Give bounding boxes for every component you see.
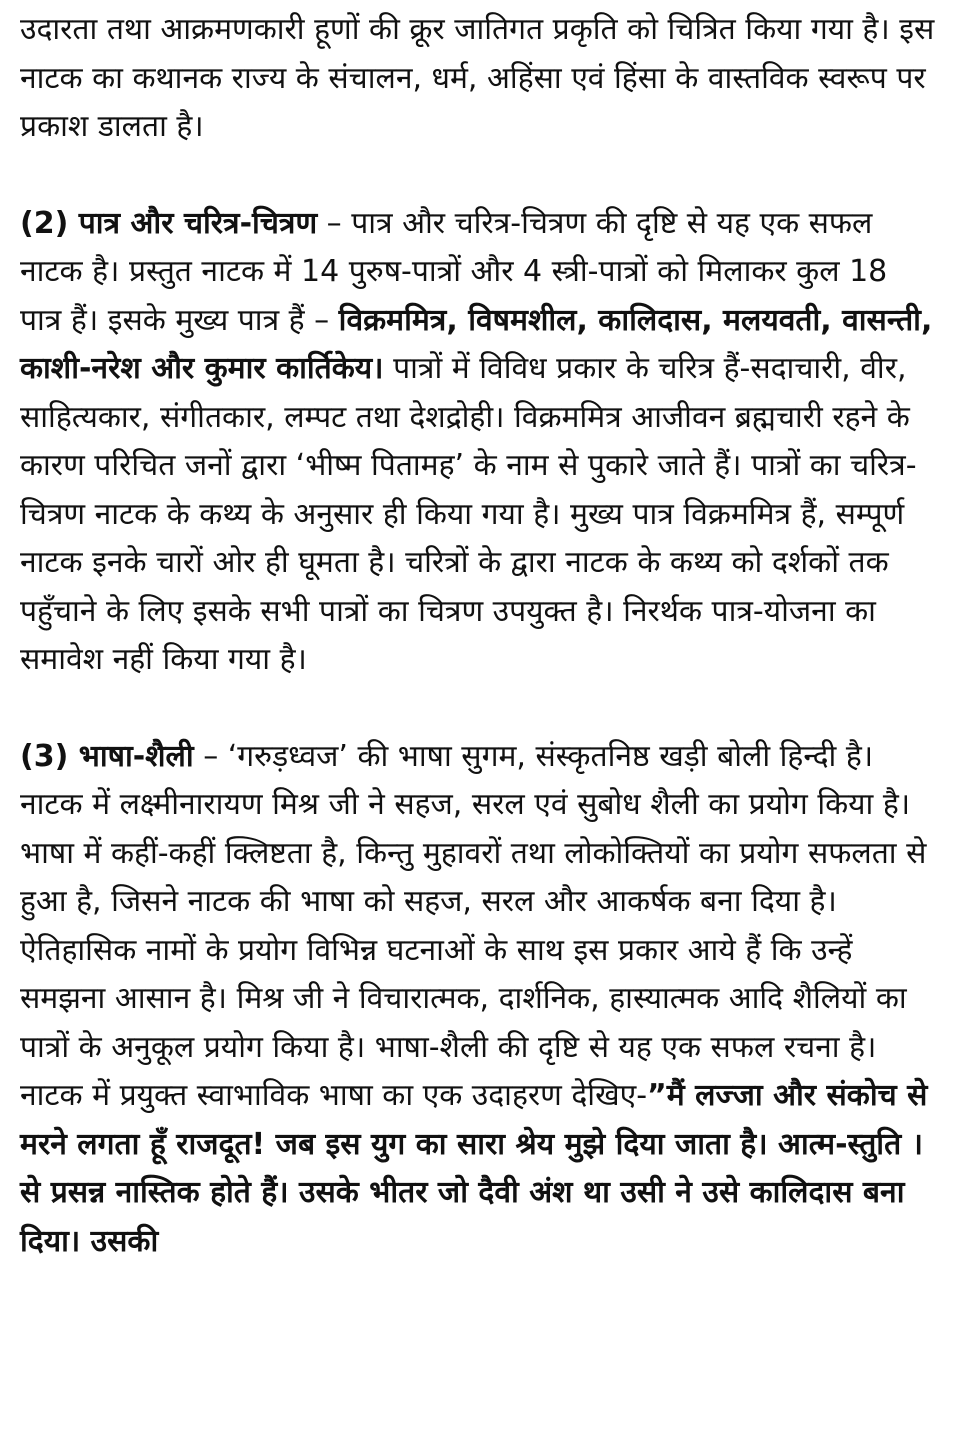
paragraph-spacer [20, 152, 938, 200]
paragraph-characters [20, 200, 938, 685]
characters-body-text: पात्रों में विविध प्रकार के चरित्र हैं-सदाचारी, वीर, साहित्यकार, संगीतकार, लम्पट तथा देशद्रोही। विक्रममित्र आजीवन ब्रह्मचारी रहने के कारण परिचित जनों द्वारा ‘भीष्म पितामह’ के नाम से पुकारे जाते हैं। पात्रों का चरित्र-चित्रण नाटक के कथ्य के अनुसार ही किया गया है। मुख्य पात्र विक्रममित्र हैं, सम्पूर्ण नाटक इनके चारों ओर ही घूमता है। चरित्रों के द्वारा नाटक के कथ्य को दर्शकों तक पहुँचाने के लिए इसके सभी पात्रों का चित्रण उपयुक्त है। निरर्थक पात्र-योजना का समावेश नहीं किया गया है। [20, 351, 917, 677]
section-heading-language: (3) भाषा-शैली [20, 738, 194, 774]
language-body-text: – ‘गरुड़ध्वज’ की भाषा सुगम, संस्कृतनिष्ठ खड़ी बोली हिन्दी है। नाटक में लक्ष्मीनारायण मिश्र जी ने सहज, सरल एवं सुबोध शैली का प्रयोग किया है। भाषा में कहीं-कहीं क्लिष्टता है, किन्तु मुहावरों तथा लोकोक्तियों का प्रयोग सफलता से हुआ है, जिसने नाटक की भाषा को सहज, सरल और आकर्षक बना दिया है। ऐतिहासिक नामों के प्रयोग विभिन्न घटनाओं के साथ इस प्रकार आये हैं कि उन्हें समझना आसान है। मिश्र जी ने विचारात्मक, दार्शनिक, हास्यात्मक आदि शैलियों का पात्रों के अनुकूल प्रयोग किया है। भाषा-शैली की दृष्टि से यह एक सफल रचना है। नाटक में प्रयुक्त स्वाभाविक भाषा का एक उदाहरण देखिए- [20, 738, 927, 1113]
paragraph-language-style [20, 733, 938, 1267]
example-quote: ”मैं लज्जा और संकोच से मरने लगता हूँ राजदूत! जब इस युग का सारा श्रेय मुझे दिया जाता है। आत्म-स्तुति । से प्रसन्न नास्तिक होते हैं। उसके भीतर जो दैवी अंश था उसी ने उसे कालिदास बना दिया। उसकी [20, 1078, 928, 1259]
document-page [20, 6, 938, 1266]
main-characters-list: विक्रममित्र, विषमशील, कालिदास, मलयवती, वासन्ती, काशी-नरेश और कुमार कार्तिकेय। [20, 302, 933, 386]
paragraph-plot-summary [20, 6, 938, 152]
section-heading-characters: (2) पात्र और चरित्र-चित्रण [20, 205, 318, 241]
paragraph-plot-text: उदारता तथा आक्रमणकारी हूणों की क्रूर जातिगत प्रकृति को चित्रित किया गया है। इस नाटक का कथानक राज्य के संचालन, धर्म, अहिंसा एवं हिंसा के वास्तविक स्वरूप पर प्रकाश डालता है। [20, 12, 935, 144]
paragraph-spacer [20, 685, 938, 733]
characters-intro-text: – पात्र और चरित्र-चित्रण की दृष्टि से यह एक सफल नाटक है। प्रस्तुत नाटक में 14 पुरुष-पात्रों और 4 स्त्री-पात्रों को मिलाकर कुल 18 पात्र हैं। इसके मुख्य पात्र हैं – [20, 205, 888, 338]
